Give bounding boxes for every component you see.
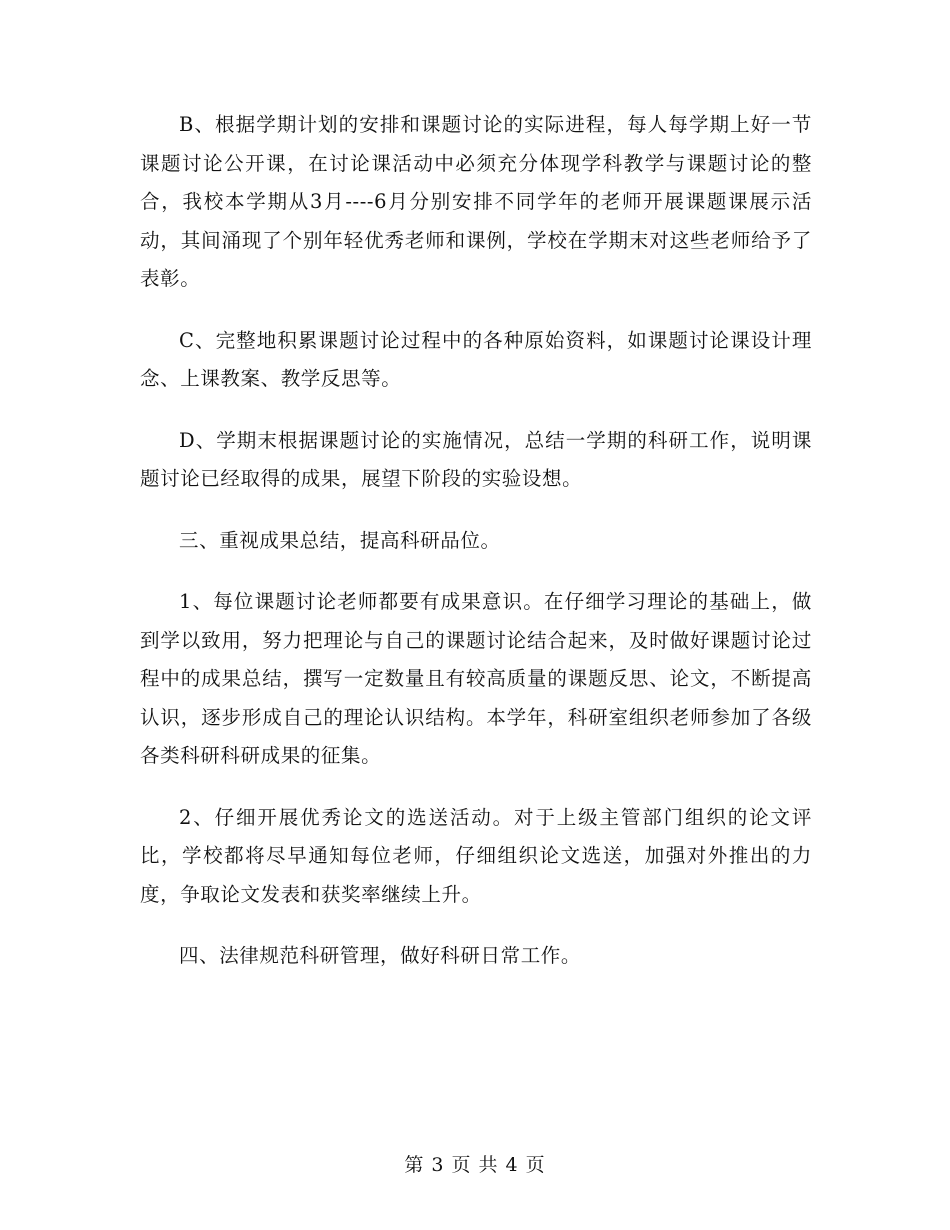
document-body	[140, 106, 812, 999]
paragraph-d: D、学期末根据课题讨论的实施情况，总结一学期的科研工作，说明课题讨论已经取得的成果，展望下阶段的实验设想。	[140, 428, 812, 490]
paragraph-3-1: 1、每位课题讨论老师都要有成果意识。在仔细学习理论的基础上，做到学以致用，努力把理论与自己的课题讨论结合起来，及时做好课题讨论过程中的成果总结，撰写一定数量且有较高质量的课题反思、论文，不断提高认识，逐步形成自己的理论认识结构。本学年，科研室组织老师参加了各级各类科研科研成果的征集。	[140, 590, 812, 767]
paragraph-3-2: 2、仔细开展优秀论文的选送活动。对于上级主管部门组织的论文评比，学校都将尽早通知每位老师，仔细组织论文选送，加强对外推出的力度，争取论文发表和获奖率继续上升。	[140, 805, 812, 906]
section-heading-4: 四、法律规范科研管理，做好科研日常工作。	[179, 944, 582, 967]
paragraph-b: B、根据学期计划的安排和课题讨论的实际进程，每人每学期上好一节课题讨论公开课，在讨论课活动中必须充分体现学科教学与课题讨论的整合，我校本学期从3月----6月分别安排不同学年的老师开展课题课展示活动，其间涌现了个别年轻优秀老师和课例，学校在学期末对这些老师给予了表彰。	[140, 113, 812, 290]
page-number-footer: 第 3 页 共 4 页	[404, 1154, 546, 1176]
paragraph-c: C、完整地积累课题讨论过程中的各种原始资料，如课题讨论课设计理念、上课教案、教学反思等。	[140, 328, 812, 390]
section-heading-3: 三、重视成果总结，提高科研品位。	[179, 528, 501, 552]
